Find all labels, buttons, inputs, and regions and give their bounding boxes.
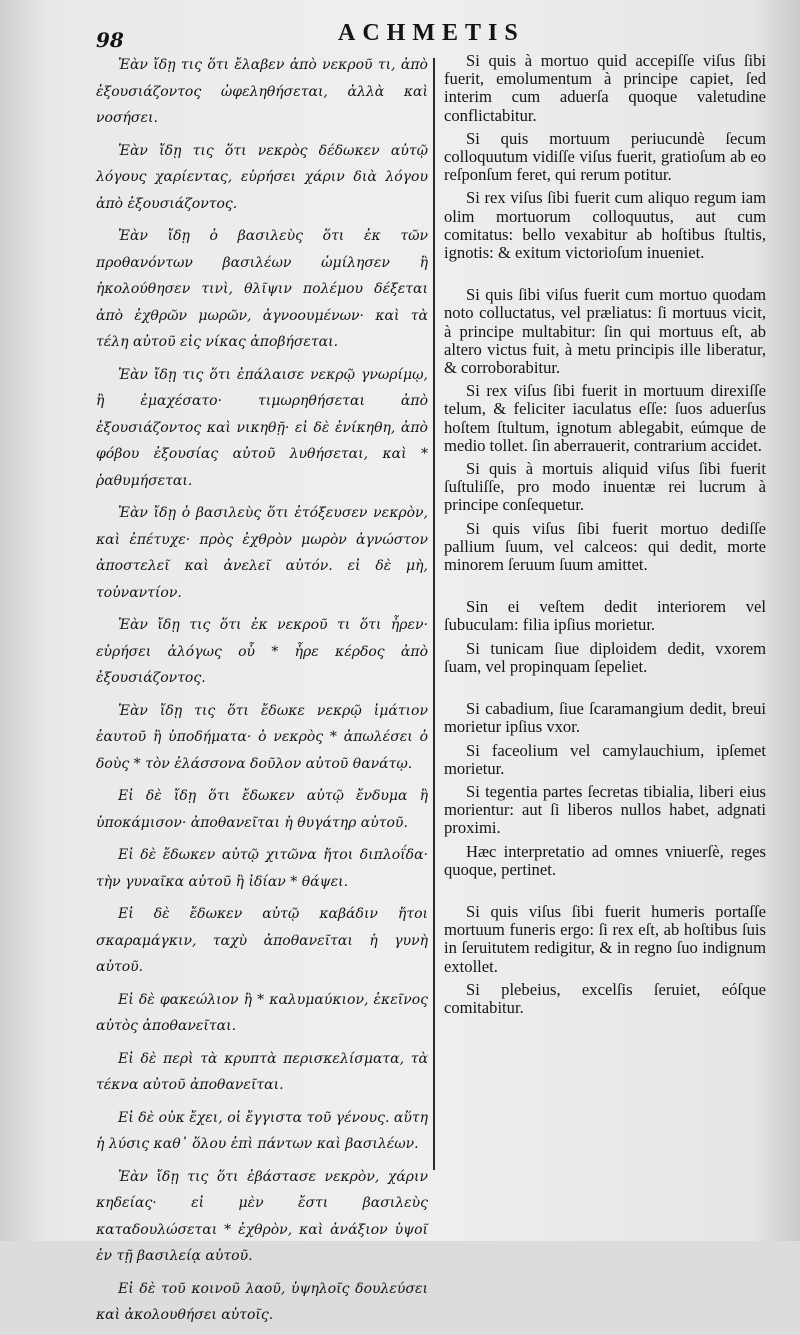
latin-paragraph: Si quis viſus ſibi fuerit humeris portaſſe mortuum funeris ergo: ſi rex eſt, ab hoſtibus ſuis in ſeruitutem redigitur, & in regno ſuo indignum extollet. [444,901,766,976]
greek-paragraph: Ἐὰν ἴδῃ ὁ βασιλεὺς ὅτι ἐκ τῶν προθανόντων βασιλέων ὡμίλησεν ἢ ἠκολούθησεν τινὶ, θλῖψιν πολέμου δέξεται ἀπὸ ἐχθρῶν μωρῶν, ἀγνοουμένων· καὶ τὰ τέλη αὐτοῦ εἰς νίκας ἀποβήσεται. [96,228,428,350]
latin-paragraph: Hæc interpretatio ad omnes vniuerſè, reges quoque, pertinet. [444,841,766,879]
latin-paragraph: Si quis à mortuo quid accepiſſe viſus ſibi fuerit, emolumentum à principe capiet, ſed interim cum aduerſa quoque valetudine conflictabitur. [444,51,766,125]
greek-paragraph: Εἰ δὲ φακεώλιον ἢ * καλυμαύκιον, ἐκεῖνος αὐτὸς ἀποθανεῖται. [96,991,428,1034]
greek-paragraph: Εἰ δὲ περὶ τὰ κρυπτὰ περισκελίσματα, τὰ τέκνα αὐτοῦ ἀποθανεῖται. [96,1050,428,1093]
running-head: ACHMETIS [338,20,525,46]
greek-paragraph: Ἐὰν ἴδῃ τις ὅτι ἐβάστασε νεκρὸν, χάριν κηδείας· εἰ μὲν ἔστι βασιλεὺς καταδουλώσεται * ἐχθρὸν, καὶ ἀνάξιον ὑψοῖ ἐν τῇ βασιλείᾳ αὐτοῦ. [96,1168,428,1264]
latin-paragraph: Si tunicam ſiue diploidem dedit, vxorem ſuam, vel propinquam ſepeliet. [444,638,766,676]
greek-paragraph: Εἰ δὲ ἴδῃ ὅτι ἔδωκεν αὐτῷ ἔνδυμα ἢ ὑποκάμισον· ἀποθανεῖται ἡ θυγάτηρ αὐτοῦ. [96,788,428,831]
latin-paragraph: Si rex viſus ſibi fuerit in mortuum direxiſſe telum, & feliciter iaculatus eſſe: ſuos aduerſus hoſtem ſtultum, ignotum ablegabit, eúmque de medio tollet. ſin aberrauerit, contrarium accidet. [444,381,766,455]
latin-paragraph: Si tegentia partes ſecretas tibialia, liberi eius morientur: aut ſi liberos nullos habet, adgnati proximi. [444,781,766,838]
greek-paragraph: Εἰ δὲ οὐκ ἔχει, οἱ ἔγγιστα τοῦ γένους. αὕτη ἡ λύσις καθ᾽ ὅλου ἐπὶ πάντων καὶ βασιλέων. [96,1109,428,1152]
latin-paragraph: Si cabadium, ſiue ſcaramangium dedit, breui morietur ipſius vxor. [444,699,766,737]
column-divider [433,58,435,1170]
greek-paragraph: Ἐὰν ἴδῃ τις ὅτι ἔλαβεν ἀπὸ νεκροῦ τι, ἀπὸ ἐξουσιάζοντος ὠφεληθήσεται, ἀλλὰ καὶ νοσήσει. [96,57,428,126]
latin-column [444,52,766,1022]
latin-paragraph: Si quis mortuum periucundè ſecum colloquutum vidiſſe viſus fuerit, gratioſum ab eo reſponſum feret, qui rerum potitur. [444,128,766,185]
greek-paragraph: Εἰ δὲ ἔδωκεν αὐτῷ καβάδιν ἤτοι σκαραμάγκιν, ταχὺ ἀποθανεῖται ἡ γυνὴ αὐτοῦ. [96,906,428,975]
greek-paragraph: Ἐὰν ἴδῃ τις ὅτι ἐπάλαισε νεκρῷ γνωρίμῳ, ἢ ἐμαχέσατο· τιμωρηθήσεται ἀπὸ ἐξουσιάζοντος καὶ νικηθῇ· εἰ δὲ ἐνίκηθη, ἀπὸ φόβου ἐξουσίας αὐτοῦ λυθήσεται, καὶ * ῥαθυμήσεται. [96,366,428,489]
greek-paragraph: Ἐὰν ἴδῃ τις ὅτι νεκρὸς δέδωκεν αὐτῷ λόγους χαρίεντας, εὑρήσει χάριν διὰ λόγου ἀπὸ ἐξουσιάζοντος. [96,142,428,212]
latin-paragraph: Si plebeius, excelſis ſeruiet, eóſque comitabitur. [444,979,766,1017]
greek-paragraph: Ἐὰν ἴδῃ ὁ βασιλεὺς ὅτι ἐτόξευσεν νεκρὸν, καὶ ἐπέτυχε· πρὸς ἐχθρὸν μωρὸν ἀγνώστον ἀποστελεῖ καὶ ἀνελεῖ αὐτόν. εἰ δὲ μὴ, τοὐναντίον. [96,505,428,601]
greek-paragraph: Εἰ δὲ ἔδωκεν αὐτῷ χιτῶνα ἤτοι διπλοΐδα· τὴν γυναῖκα αὐτοῦ ἢ ἰδίαν * θάψει. [96,847,428,890]
greek-column [96,52,428,1335]
greek-paragraph: Εἰ δὲ τοῦ κοινοῦ λαοῦ, ὑψηλοῖς δουλεύσει καὶ ἀκολουθήσει αὐτοῖς. [96,1280,428,1323]
page-number: 98 [96,28,124,52]
latin-paragraph: Si rex viſus ſibi fuerit cum aliquo regum iam olim mortuorum colloquutus, aut cum comitatus: bello vexabitur ab hoſtibus ſtultis, ignotis: & exitum victorioſum inueniet. [444,188,766,263]
latin-paragraph: Si faceolium vel camylauchium, ipſemet morietur. [444,740,766,778]
latin-paragraph: Si quis à mortuis aliquid viſus ſibi fuerit ſuſtuliſſe, pro modo inuentæ rei lucrum à principe conſequetur. [444,459,766,515]
greek-paragraph: Ἐὰν ἴδῃ τις ὅτι ἔδωκε νεκρῷ ἱμάτιον ἑαυτοῦ ἢ ὑποδήματα· ὁ νεκρὸς * ἀπωλέσει ὁ δοὺς * τὸν ἐλάσσονα δοῦλον αὐτοῦ θανάτῳ. [96,702,428,772]
latin-paragraph: Si quis viſus ſibi fuerit mortuo dediſſe pallium ſuum, vel calceos: qui dedit, morte minorem ſeruum ſuum amittet. [444,518,766,575]
latin-paragraph: Sin ei veſtem dedit interiorem vel ſubuculam: filia ipſius morietur. [444,597,766,635]
greek-paragraph: Ἐὰν ἴδῃ τις ὅτι ἐκ νεκροῦ τι ὅτι ἦρεν· εὑρήσει ἀλόγως οὗ * ἦρε κέρδος ἀπὸ ἐξουσιάζοντος. [96,617,428,686]
latin-paragraph: Si quis ſibi viſus fuerit cum mortuo quodam noto colluctatus, vel præliatus: ſi mortuus vicit, à principe multabitur: ſin qui mortuus eſt, ab altero victus fuit, à metu principis ille liberatur, & corroborabitur. [444,285,766,378]
